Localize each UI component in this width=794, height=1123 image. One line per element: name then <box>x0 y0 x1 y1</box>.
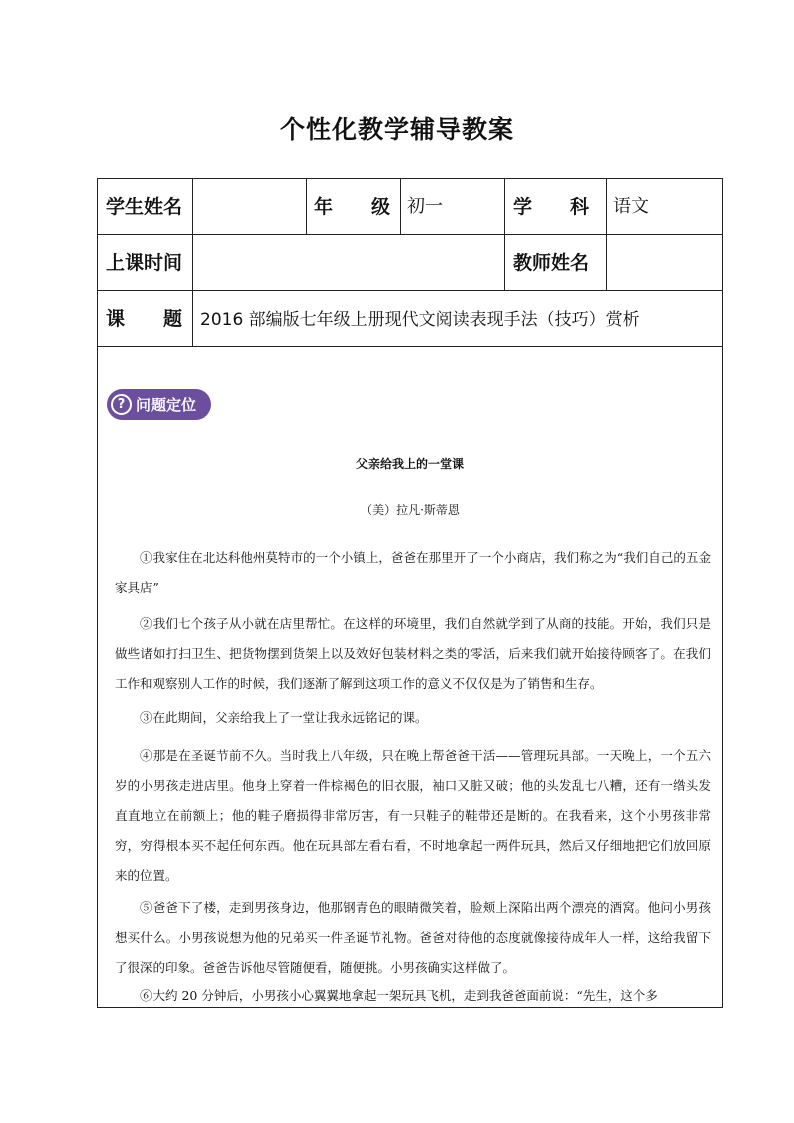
lesson-plan-sheet <box>97 178 723 1008</box>
article-paragraph: ④那是在圣诞节前不久。当时我上八年级，只在晚上帮爸爸干活——管理玩具部。一天晚上，一个五六岁的小男孩走进店里。他身上穿着一件棕褐色的旧衣服，袖口又脏又破；他的头发乱七八糟，还有一绺头发直直地立在前额上；他的鞋子磨损得非常厉害，有一只鞋子的鞋带还是断的。在我看来，这个小男孩非常穷，穷得根本买不起任何东西。他在玩具部左看右看，不时地拿起一两件玩具，然后又仔细地把它们放回原来的位置。 <box>115 748 711 883</box>
class-time-label: 上课时间 <box>106 252 183 274</box>
table-rule <box>306 179 307 234</box>
topic-value: 2016 部编版七年级上册现代文阅读表现手法（技巧）赏析 <box>200 310 640 330</box>
badge-label: 问题定位 <box>136 396 197 414</box>
teacher-name-label: 教师姓名 <box>513 252 590 274</box>
article-paragraph: ②我们七个孩子从小就在店里帮忙。在这样的环境里，我们自然就学到了从商的技能。开始，我们只是做些诸如打扫卫生、把货物摆到货架上以及效好包装材料之类的零活，后来我们就开始接待顾客了。在我们工作和观察别人工作的时候，我们逐渐了解到这项工作的意义不仅仅是为了销售和生存。 <box>115 616 711 691</box>
article-title: 父亲给我上的一堂课 <box>355 457 464 471</box>
table-rule <box>400 179 401 234</box>
grade-value: 初一 <box>407 196 443 217</box>
table-rule <box>504 179 505 290</box>
topic-label: 课 题 <box>106 308 183 330</box>
article-paragraph: ①我家住在北达科他州莫特市的一个小镇上，爸爸在那里开了一个小商店，我们称之为“我们自己的五金家具店” <box>115 550 711 595</box>
page-title: 个性化教学辅导教案 <box>279 115 514 144</box>
table-rule <box>606 179 607 290</box>
article-author: （美）拉凡·斯蒂恩 <box>360 503 460 517</box>
article-paragraph: ⑥大约 20 分钟后，小男孩小心翼翼地拿起一架玩具飞机，走到我爸爸面前说：“先生，这个多 <box>140 988 658 1003</box>
subject-value: 语文 <box>613 196 649 217</box>
problem-location-badge <box>107 389 211 420</box>
table-rule <box>98 346 722 347</box>
article-paragraph: ⑤爸爸下了楼，走到男孩身边，他那钢青色的眼睛微笑着，脸颊上深陷出两个漂亮的酒窝。他问小男孩想买什么。小男孩说想为他的兄弟买一件圣诞节礼物。爸爸对待他的态度就像接待成年人一样，这给我留下了很深的印象。爸爸告诉他尽管随便看，随便挑。小男孩确实这样做了。 <box>115 900 711 975</box>
article-paragraph: ③在此期间，父亲给我上了一堂让我永远铭记的课。 <box>140 710 428 725</box>
question-circle-icon: ? <box>111 394 132 415</box>
grade-label: 年 级 <box>314 196 391 218</box>
student-name-label: 学生姓名 <box>106 196 183 218</box>
subject-label: 学 科 <box>513 196 590 218</box>
table-rule <box>192 179 193 346</box>
